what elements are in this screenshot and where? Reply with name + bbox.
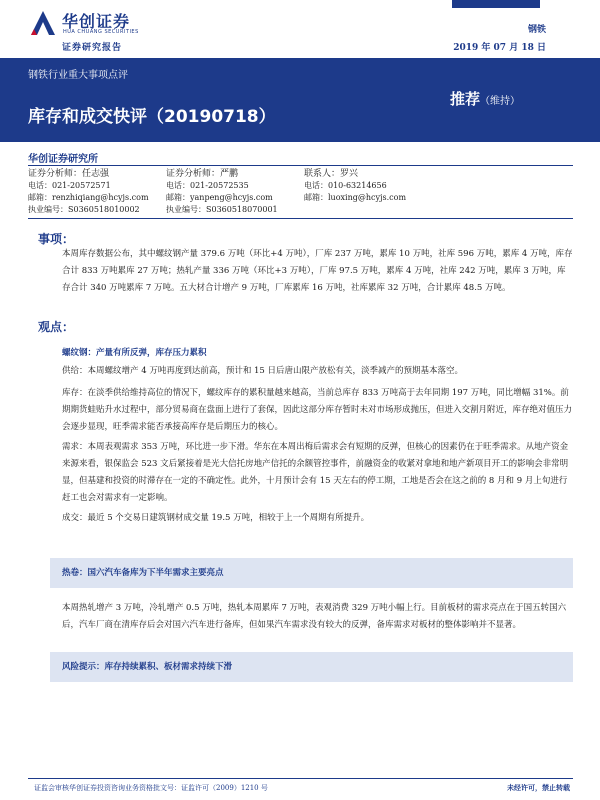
report-subtitle: 钢铁行业重大事项点评 (28, 70, 128, 81)
company-logo (28, 8, 146, 38)
report-date: 2019 年 07 月 18 日 (453, 43, 546, 53)
analyst-license: 执业编号：S0360518070001 (166, 205, 278, 214)
report-title: 库存和成交快评（20190718） (28, 107, 276, 127)
events-paragraph: 本周库存数据公布，其中螺纹钢产量 379.6 万吨（环比+4 万吨），厂库 237 万吨，累库 10 万吨，社库 596 万吨，累库 4 万吨，库存合计 833 万吨累库 27 万吨；热轧产量 336 万吨（环比+3 万吨），厂库 97.5 万吨，累库 4 万吨，社库 242 万吨，累库 3 万吨，库存合计 340 万吨累库 7 万吨。五大材合计增产 9 万吨，厂库累库 16 万吨，社库累库 32 万吨，合计累库 48.5 万吨。 (62, 249, 573, 293)
rating (450, 88, 520, 109)
contact-name: 联系人：罗兴 (304, 169, 359, 179)
analyst-tel: 电话：021-20572535 (166, 181, 249, 190)
logo-text-cn: 华创证券 (62, 12, 131, 31)
divider (28, 218, 573, 219)
email-link[interactable]: renzhiqiang@hcyjs.com (52, 193, 149, 202)
footer-divider (28, 778, 573, 779)
section-title-events: 事项： (38, 232, 75, 246)
rating-value: 推荐 (450, 90, 481, 108)
industry-label: 钢铁 (527, 25, 546, 35)
supply-paragraph: 供给：本周螺纹增产 4 万吨再度到达前高，预计和 15 日后唐山限产放松有关，淡季减产的预期基本落空。 (62, 366, 464, 376)
institute-name: 华创证券研究所 (28, 154, 98, 165)
report-type: 证券研究报告 (62, 43, 123, 53)
analyst-name: 证券分析师：任志强 (28, 169, 110, 179)
analyst-license: 执业编号：S0360518010002 (28, 205, 140, 214)
hot-rolled-paragraph: 本周热轧增产 3 万吨，冷轧增产 0.5 万吨，热轧本周累库 7 万吨，表观消费 329 万吨小幅上行。目前板材的需求亮点在于国五转国六后，汽车厂商在清库存后会对国六汽车进行备库，但如果汽车需求没有较大的反弹，备库需求对板材的整体影响并不显著。 (62, 603, 567, 630)
analyst-tel: 电话：021-20572571 (28, 181, 111, 190)
logo-mark-icon (28, 8, 58, 38)
section-title-views: 观点： (38, 320, 75, 334)
divider (28, 165, 573, 166)
contact-tel: 电话：010-63214656 (304, 181, 387, 190)
logo-text-en: HUA CHUANG SECURITIES (63, 29, 139, 35)
trade-paragraph: 成交：最近 5 个交易日建筑钢材成交量 19.5 万吨，相较于上一个周期有所提升。 (62, 513, 370, 523)
email-link[interactable]: luoxing@hcyjs.com (328, 193, 407, 202)
subsection-title-rebar: 螺纹钢：产量有所反弹，库存压力累积 (62, 348, 207, 358)
contact-email: 邮箱：luoxing@hcyjs.com (304, 193, 407, 202)
analyst-card (28, 168, 178, 216)
analyst-email: 邮箱：yanpeng@hcyjs.com (166, 193, 273, 202)
analyst-name: 证券分析师：严鹏 (166, 169, 239, 179)
title-banner (0, 58, 600, 142)
header-accent-tab (452, 0, 540, 8)
risk-warning: 风险提示：库存持续累积、板材需求持续下滑 (62, 662, 233, 672)
contact-card (304, 168, 454, 204)
analyst-email: 邮箱：renzhiqiang@hcyjs.com (28, 193, 149, 202)
inventory-paragraph: 库存：在淡季供给维持高位的情况下，螺纹库存的累积量越来越高，当前总库存 833 万吨高于去年同期 197 万吨，同比增幅 31%。前期期货蛙贴升水过程中，部分贸易商在盘面上进行了套保，因此这部分库存暂时未对市场形成抛压，但进入交割月附近，库存绝对值压力会逐步显现，旺季需求能否承接高库存是后期压力的核心。 (62, 388, 573, 432)
subsection-title-hot-rolled: 热卷：国六汽车备库为下半年需求主要亮点 (62, 568, 224, 578)
footer-copyright: 未经许可，禁止转载 (507, 783, 570, 792)
email-link[interactable]: yanpeng@hcyjs.com (190, 193, 273, 202)
demand-paragraph: 需求：本周表观需求 353 万吨，环比进一步下滑。华东在本周出梅后需求会有短期的反弹，但核心的因素仍在于旺季需求。从地产资金来源来看，银保监会 523 文后紧接着是光大信托房地产信托的余额管控事件，前融资金的收紧对拿地和地产新项目开工的影响会非常明显，但基建和投资的时滞存在一定的不确定性。此外，十月预计会有 15 天左右的停工期，工地是否会在这之前的 8 月和 9 月上旬进行赶工也会对需求有一定影响。 (62, 442, 569, 503)
footer-license-note: 证监会审核华创证券投资咨询业务资格批文号：证监许可（2009）1210 号 (34, 784, 268, 792)
rating-note: （维持） (480, 96, 521, 107)
analyst-card (166, 168, 316, 216)
